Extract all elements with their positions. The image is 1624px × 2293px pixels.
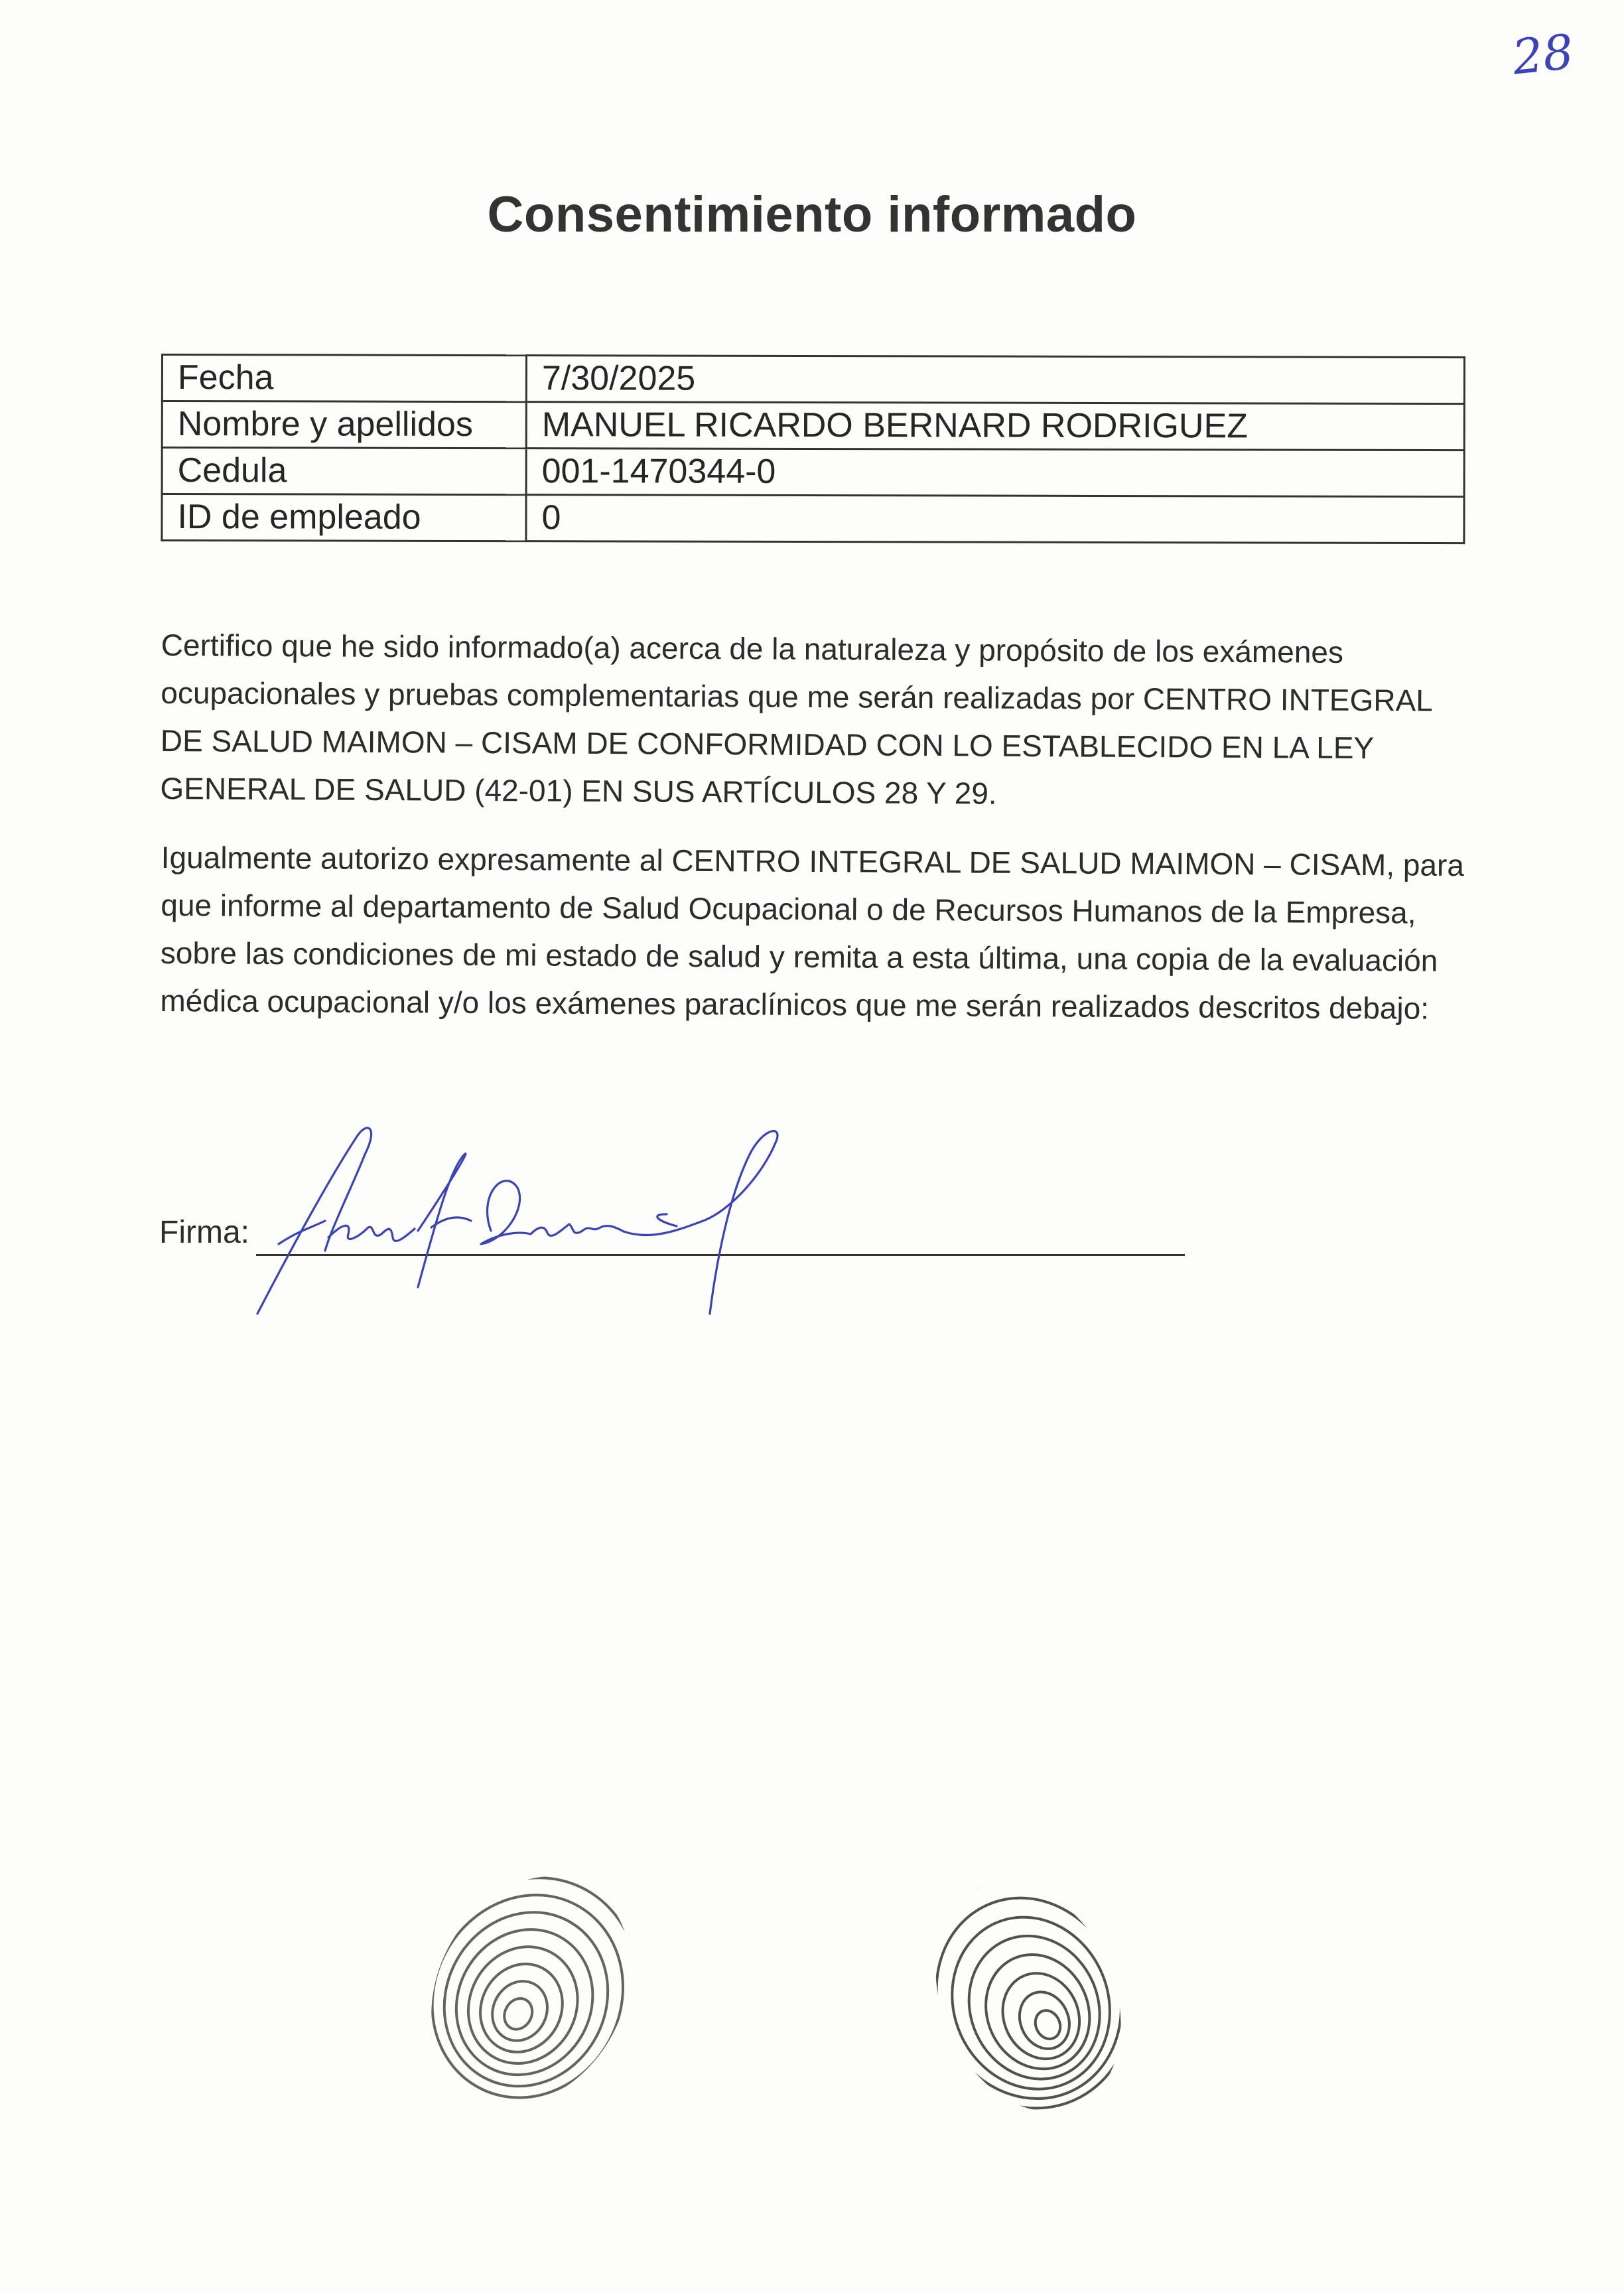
certification-paragraph: Certifico que he sido informado(a) acerca de la naturaleza y propósito de los exámenes ocupacionales y pruebas complementarias que me serán realizadas por CENTRO INTEGRAL DE SALUD MAIMON – CISAM DE CONFORMIDAD CON LO ESTABLECIDO EN LA LEY GENERAL DE SALUD (42-01) EN SUS ARTÍCULOS 28 Y 29. <box>160 627 1432 811</box>
authorization-paragraph: Igualmente autorizo expresamente al CENTRO INTEGRAL DE SALUD MAIMON – CISAM, para que informe al departamento de Salud Ocupacional o de Recursos Humanos de la Empresa, sobre las condiciones de mi estado de salud y remita a esta última, una copia de la evaluación médica ocupacional y/o los exámenes paraclínicos que me serán realizados descritos debajo: <box>160 839 1465 1026</box>
document-title: Consentimiento informado <box>487 186 1137 243</box>
fecha-label: Fecha <box>162 355 526 402</box>
nombre-label: Nombre y apellidos <box>162 401 526 449</box>
page-number: 28 <box>1509 23 1576 86</box>
fecha-value: 7/30/2025 <box>526 356 1464 404</box>
id-empleado-label: ID de empleado <box>162 494 526 541</box>
table-row <box>162 448 1464 497</box>
signature-label: Firma: <box>159 1215 249 1250</box>
table-row <box>162 494 1464 543</box>
cedula-label: Cedula <box>162 448 526 495</box>
id-empleado-value: 0 <box>526 495 1464 543</box>
handwritten-signature <box>252 1115 809 1334</box>
nombre-value: MANUEL RICARDO BERNARD RODRIGUEZ <box>526 402 1464 451</box>
cedula-value: 001-1470344-0 <box>526 449 1464 497</box>
fingerprint-icon <box>880 1839 1177 2155</box>
table-row <box>162 355 1464 404</box>
table-row <box>162 401 1464 451</box>
fingerprint-icon <box>378 1829 684 2152</box>
signature-field <box>159 1214 249 1251</box>
info-table <box>161 354 1465 544</box>
